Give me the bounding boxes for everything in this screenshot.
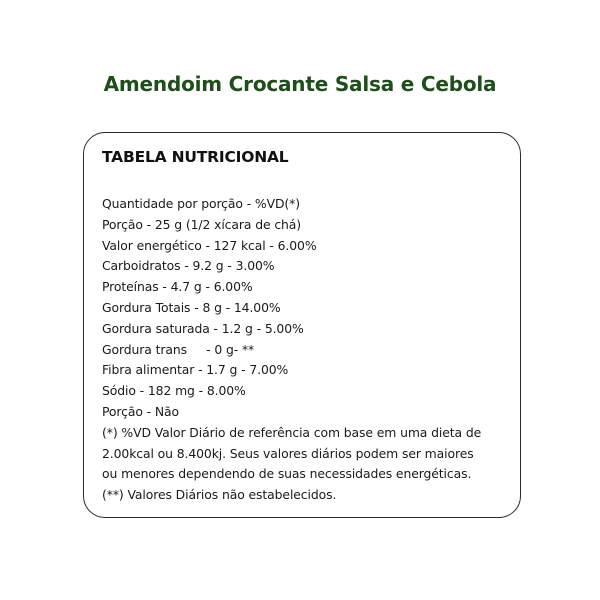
nutrition-line-proteins: Proteínas - 4.7 g - 6.00% — [102, 279, 253, 295]
nutrition-table-heading: TABELA NUTRICIONAL — [102, 148, 289, 166]
nutrition-table-card — [83, 132, 521, 518]
nutrition-line-total-fat: Gordura Totais - 8 g - 14.00% — [102, 299, 281, 315]
nutrition-line-sodium: Sódio - 182 mg - 8.00% — [102, 383, 246, 399]
nutrition-info-list — [102, 194, 512, 506]
product-title: Amendoim Crocante Salsa e Cebola — [103, 72, 497, 96]
nutrition-footnote-line-1: (*) %VD Valor Diário de referência com base em uma dieta de — [102, 424, 482, 440]
nutrition-line-energy: Valor energético - 127 kcal - 6.00% — [102, 237, 317, 253]
nutrition-line-carbohydrates: Carboidratos - 9.2 g - 3.00% — [102, 258, 275, 274]
nutrition-footnote-line-4: (**) Valores Diários não estabelecidos. — [102, 487, 337, 503]
nutrition-line-serving-header: Quantidade por porção - %VD(*) — [102, 196, 300, 211]
nutrition-line-fiber: Fibra alimentar - 1.7 g - 7.00% — [102, 362, 289, 378]
nutrition-line-portion-no: Porção - Não — [102, 403, 180, 419]
nutrition-line-trans-fat: Gordura trans - 0 g- ** — [102, 341, 255, 357]
nutrition-footnote-line-2: 2.00kcal ou 8.400kj. Seus valores diários podem ser maiores — [102, 445, 474, 461]
nutrition-line-saturated-fat: Gordura saturada - 1.2 g - 5.00% — [102, 320, 304, 336]
nutrition-line-portion: Porção - 25 g (1/2 xícara de chá) — [102, 216, 302, 232]
nutrition-footnote-line-3: ou menores dependendo de suas necessidades energéticas. — [102, 466, 472, 482]
